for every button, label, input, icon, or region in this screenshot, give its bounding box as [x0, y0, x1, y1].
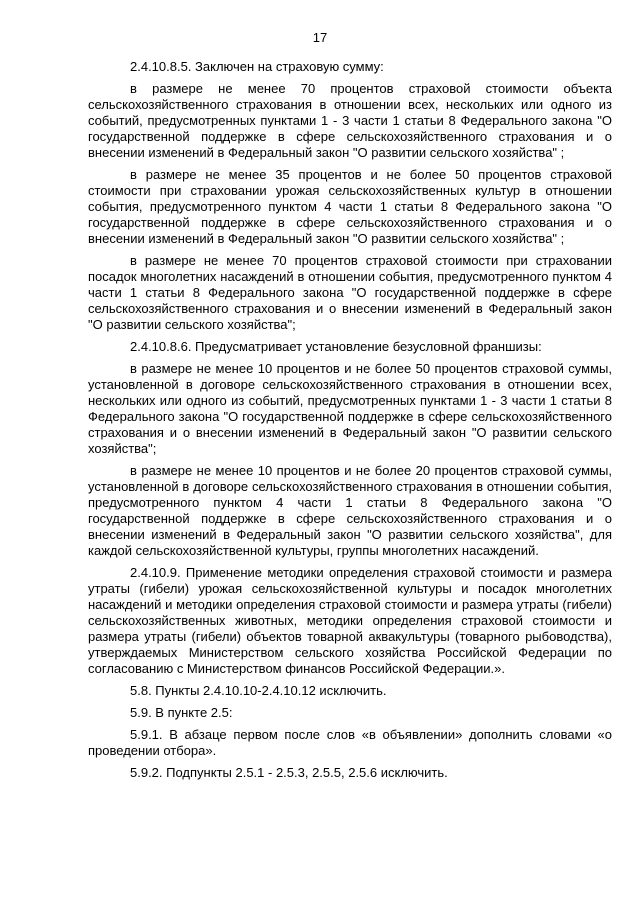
paragraph-insurance-perennial-70-percent: в размере не менее 70 процентов страховой стоимости при страховании посадок многолетних насаждений в отношении события, предусмотренного пунктом 4 части 1 статьи 8 Федерального закона "О государственной поддержке в сфере сельскохозяйственного страхования и о внесении изменений в Федеральный закон "О развитии сельского хозяйства"; — [88, 253, 612, 332]
paragraph-5-9-1: 5.9.1. В абзаце первом после слов «в объявлении» дополнить словами «о проведении отбора». — [88, 727, 612, 758]
paragraph-5-9: 5.9. В пункте 2.5: — [130, 705, 233, 720]
paragraph-2-4-10-8-5: 2.4.10.8.5. Заключен на страховую сумму: — [130, 59, 384, 74]
paragraph-franchise-10-50-percent: в размере не менее 10 процентов и не более 50 процентов страховой суммы, установленной в договоре сельскохозяйственного страхования в отношении всех, нескольких или одного из событий, предусмотренных пунктами 1 - 3 части 1 статьи 8 Федерального закона "О государственной поддержке в сфере сельскохозяйственного страхования и о внесении изменений в Федеральный закон "О развитии сельского хозяйства"; — [88, 361, 612, 456]
document-body — [88, 59, 612, 785]
page-number: 17 — [312, 30, 328, 45]
paragraph-5-8: 5.8. Пункты 2.4.10.10-2.4.10.12 исключить. — [130, 683, 387, 698]
paragraph-franchise-10-20-percent: в размере не менее 10 процентов и не более 20 процентов страховой суммы, установленной в договоре сельскохозяйственного страхования в отношении события, предусмотренного пунктом 4 части 1 статьи 8 Федерального закона "О государственной поддержке в сфере сельскохозяйственного страхования и о внесении изменений в Федеральный закон "О развитии сельского хозяйства", для каждой сельскохозяйственной культуры, группы многолетних насаждений. — [88, 463, 612, 558]
paragraph-2-4-10-9: 2.4.10.9. Применение методики определения страховой стоимости и размера утраты (гибели) урожая сельскохозяйственной культуры и посадок многолетних насаждений и методики определения страховой стоимости и размера утраты (гибели) сельскохозяйственных животных, методики определения страховой стоимости и размера утраты (гибели) объектов товарной аквакультуры (товарного рыбоводства), утверждаемых Министерством сельского хозяйства Российской Федерации по согласованию с Министерством финансов Российской Федерации.». — [88, 565, 612, 676]
paragraph-insurance-70-percent: в размере не менее 70 процентов страховой стоимости объекта сельскохозяйственного страхования в отношении всех, нескольких или одного из событий, предусмотренных пунктами 1 - 3 части 1 статьи 8 Федерального закона "О государственной поддержке в сфере сельскохозяйственного страхования и о внесении изменений в Федеральный закон "О развитии сельского хозяйства" ; — [88, 81, 612, 160]
paragraph-2-4-10-8-6: 2.4.10.8.6. Предусматривает установление безусловной франшизы: — [130, 339, 542, 354]
paragraph-insurance-35-50-percent: в размере не менее 35 процентов и не более 50 процентов страховой стоимости при страховании урожая сельскохозяйственных культур в отношении события, предусмотренного пунктом 4 части 1 статьи 8 Федерального закона "О государственной поддержке в сфере сельскохозяйственного страхования и о внесении изменений в Федеральный закон "О развитии сельского хозяйства" ; — [88, 167, 612, 246]
paragraph-5-9-2: 5.9.2. Подпункты 2.5.1 - 2.5.3, 2.5.5, 2.5.6 исключить. — [130, 765, 448, 780]
